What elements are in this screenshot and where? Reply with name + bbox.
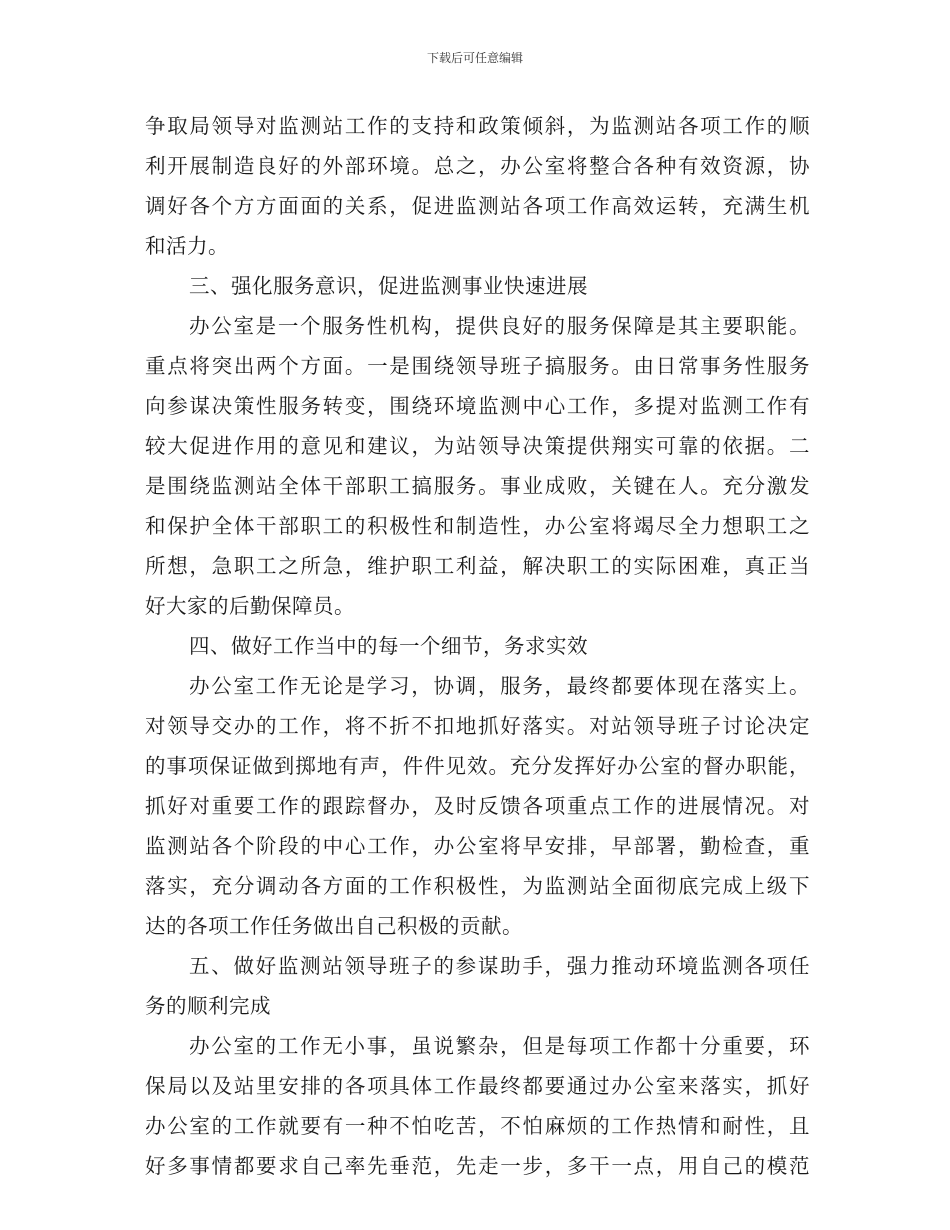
text-line: 是围绕监测站全体干部职工搞服务。事业成败，关键在人。充分激发	[145, 474, 810, 498]
text-line: 办公室的工作就要有一种不怕吃苦，不怕麻烦的工作热情和耐性，且	[145, 1114, 810, 1138]
text-line: 办公室的工作无小事，虽说繁杂，但是每项工作都十分重要，环	[189, 1034, 810, 1058]
text-line: 利开展制造良好的外部环境。总之，办公室将整合各种有效资源，协	[145, 154, 810, 178]
text-line: 所想，急职工之所急，维护职工利益，解决职工的实际困难，真正当	[145, 554, 810, 578]
text-line: 争取局领导对监测站工作的支持和政策倾斜，为监测站各项工作的顺	[145, 114, 810, 138]
text-line: 达的各项工作任务做出自己积极的贡献。	[145, 914, 523, 938]
text-line: 调好各个方方面面的关系，促进监测站各项工作高效运转，充满生机	[145, 194, 810, 218]
page-header-note: 下载后可任意编辑	[426, 51, 523, 65]
section-heading: 五、做好监测站领导班子的参谋助手，强力推动环境监测各项任	[189, 954, 810, 978]
text-line: 办公室是一个服务性机构，提供良好的服务保障是其主要职能。	[189, 314, 810, 338]
text-line: 的事项保证做到掷地有声，件件见效。充分发挥好办公室的督办职能，	[145, 754, 810, 778]
text-line: 向参谋决策性服务转变，围绕环境监测中心工作，多提对监测工作有	[145, 394, 810, 418]
text-line: 较大促进作用的意见和建议，为站领导决策提供翔实可靠的依据。二	[145, 434, 810, 458]
section-heading: 四、做好工作当中的每一个细节，务求实效	[189, 634, 588, 658]
text-line: 保局以及站里安排的各项具体工作最终都要通过办公室来落实，抓好	[145, 1074, 810, 1098]
text-line: 办公室工作无论是学习，协调，服务，最终都要体现在落实上。	[189, 674, 810, 698]
text-line: 对领导交办的工作，将不折不扣地抓好落实。对站领导班子讨论决定	[145, 714, 810, 738]
text-line: 抓好对重要工作的跟踪督办，及时反馈各项重点工作的进展情况。对	[145, 794, 810, 818]
text-line: 落实，充分调动各方面的工作积极性，为监测站全面彻底完成上级下	[145, 874, 810, 898]
text-line: 好多事情都要求自己率先垂范，先走一步，多干一点，用自己的模范	[145, 1154, 810, 1178]
text-line: 和保护全体干部职工的积极性和制造性，办公室将竭尽全力想职工之	[145, 514, 810, 538]
text-line: 和活力。	[145, 234, 229, 258]
text-line: 重点将突出两个方面。一是围绕领导班子搞服务。由日常事务性服务	[145, 354, 810, 378]
text-line: 监测站各个阶段的中心工作，办公室将早安排，早部署，勤检查，重	[145, 834, 810, 858]
section-heading-continued: 务的顺利完成	[145, 994, 271, 1018]
section-heading: 三、强化服务意识，促进监测事业快速进展	[189, 274, 588, 298]
document-body	[145, 106, 810, 1186]
text-line: 好大家的后勤保障员。	[145, 594, 355, 618]
